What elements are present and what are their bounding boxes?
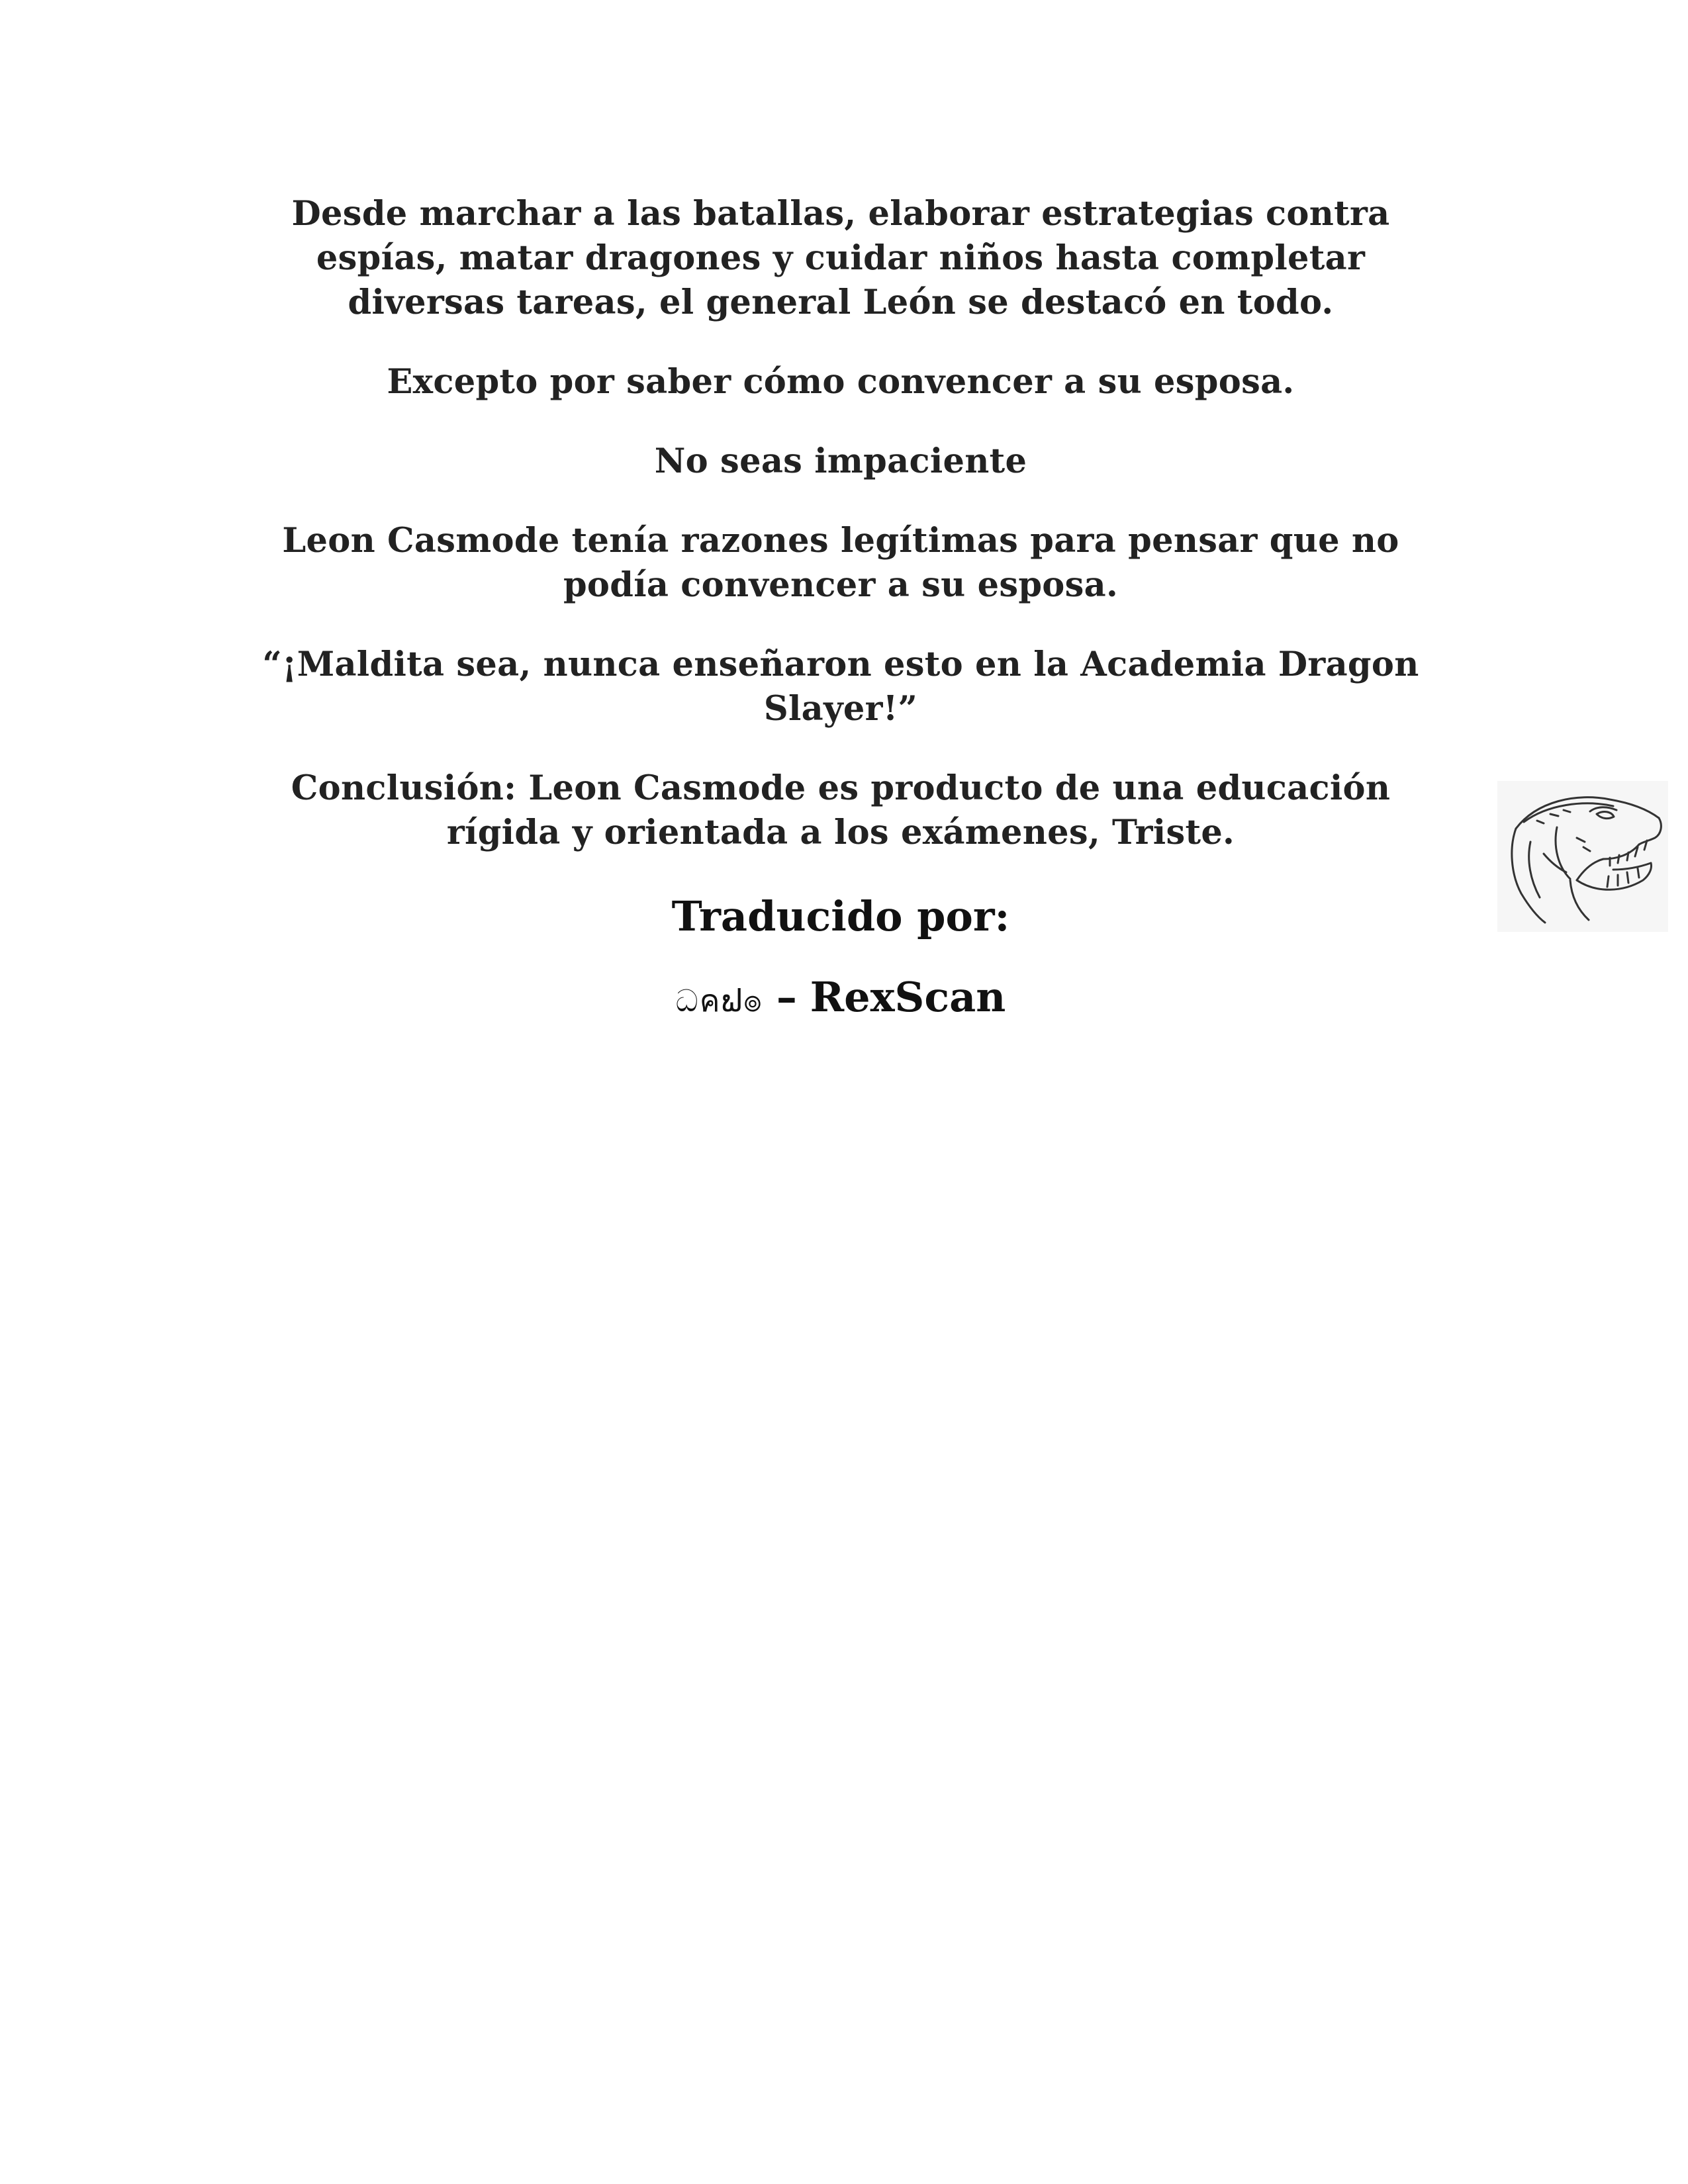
translator-handle: ධคຟ๏ <box>675 983 764 1019</box>
credits-separator: – <box>776 973 797 1021</box>
paragraph-reason: Leon Casmode tenía razones legítimas para pensar que no podía convencer a su esposa. <box>282 521 1399 605</box>
credits-heading: Traducido por: <box>671 892 1010 940</box>
paragraph-title: No seas impaciente <box>654 441 1027 481</box>
trex-head-icon <box>1497 781 1668 932</box>
paragraph-quote: “¡Maldita sea, nunca enseñaron esto en la Academia Dragon Slayer!” <box>262 645 1419 729</box>
credits-line <box>252 971 1430 1027</box>
paragraph-conclusion: Conclusión: Leon Casmode es producto de una educación rígida y orientada a los exámenes, Triste. <box>291 768 1391 852</box>
paragraph-intro: Desde marchar a las batallas, elaborar estrategias contra espías, matar dragones y cuidar niños hasta completar diversas tareas, el general León se destacó en todo. <box>291 194 1390 322</box>
translator-note-page <box>252 192 1430 1027</box>
scanlation-group: RexScan <box>810 973 1006 1021</box>
paragraph-exception: Excepto por saber cómo convencer a su esposa. <box>387 362 1295 402</box>
